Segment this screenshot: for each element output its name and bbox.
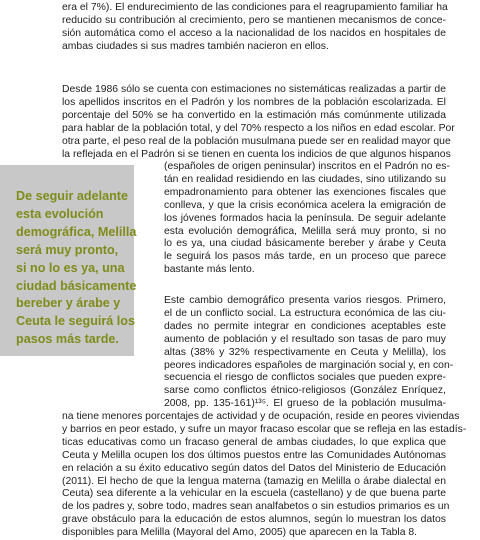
pull-quote-line: bereber y árabe y — [16, 296, 121, 311]
text-line: (2011). El hecho de que la lengua materna (tamazig en Melilla o árabe dialectal en — [62, 475, 446, 487]
text-line: Desde 1986 sólo se cuenta con estimaciones no sistemáticas realizadas a partir de — [62, 84, 446, 95]
text-line: de los padres y, sobre todo, madres sean analfabetos o sin estudios primarios es un — [62, 501, 450, 513]
pull-quote-line: si no lo es ya, una — [16, 260, 125, 275]
text-line: era el 7%). El endurecimiento de las condiciones para el reagrupamiento familiar ha — [62, 2, 448, 13]
text-line: na tiene menores porcentajes de actividad y de ocupación, reside en peores viviendas — [62, 411, 460, 422]
text-line: los jóvenes formados hacia la península. De seguir adelante — [164, 212, 446, 224]
text-line: dades no permite integrar en condiciones aceptables este — [164, 320, 446, 332]
text-line: Ceuta) sea diferente a la vehicular en la escuela (castellano) y de que buena parte — [62, 488, 446, 500]
pull-quote — [16, 188, 136, 349]
text-line: reducido su contribución al crecimiento, pero se mantienen mecanismos de conce- — [62, 14, 446, 26]
text-line: disponibles para Melilla (Mayoral del Amo, 2005) que aparecen en la Tabla 8. — [62, 527, 418, 539]
text-line: en relación a su éxito educativo según datos del Datos del Ministerio de Educación — [62, 462, 446, 474]
text-line: aumento de población y el resultado son tasas de paro muy — [164, 333, 446, 345]
text-line: y barrios en peor estado, y sufre un mayor fracaso escolar que se refleja en las estadís- — [62, 423, 467, 435]
text-line: porcentaje del 50% se ha convertido en la estimación más comúnmente utilizada — [62, 109, 446, 121]
pull-quote-line: pasos más tarde. — [16, 332, 119, 347]
text-line: sarse como conflictos étnico-religiosos (González Enríquez, — [164, 385, 446, 397]
paragraph-top — [62, 2, 446, 54]
text-line: bastante más lento. — [164, 264, 255, 276]
paragraph-1986-full — [62, 84, 455, 161]
pull-quote-line: Ceuta le seguirá los — [16, 314, 135, 329]
text-line: 2008, pp. 135-161)¹³⁵. El grueso de la población musulma- — [164, 398, 446, 410]
pull-quote-line: demográfica, Melilla — [16, 224, 137, 239]
text-line: peores indicadores españoles de marginación social y, en con- — [164, 359, 454, 371]
text-line: altas (38% y 32% respectivamente en Ceuta y Melilla), los — [164, 346, 446, 358]
paragraph-riesgos-narrow — [164, 295, 454, 411]
text-line: el de un conflicto social. La estructura económica de las ciu- — [164, 307, 446, 319]
text-line: conlleva, y que la crisis económica acelera la emigración de — [164, 199, 446, 211]
text-line: Este cambio demográfico presenta varios riesgos. Primero, — [164, 295, 446, 306]
text-line: le seguirá los pasos más tarde, en un proceso que parece — [164, 251, 446, 263]
text-line: esta evolución demográfica, Melilla será muy pronto, si no — [164, 225, 446, 237]
text-line: otra parte, el peso real de la población musulmana puede ser en realidad mayor que — [62, 135, 451, 147]
text-line: tán en realidad residiendo en las ciudades, sino utilizando su — [164, 173, 446, 185]
pull-quote-line: ciudad básicamente — [16, 278, 137, 293]
text-line: para hablar de la población total, y del 70% respecto a los niños en edad escolar. Por — [62, 122, 455, 134]
text-line: ambas ciudades si sus madres también nacieron en ellos. — [62, 40, 329, 52]
text-line: lo es ya, una ciudad básicamente bereber y árabe y Ceuta — [164, 238, 446, 250]
text-line: grave obstáculo para la educación de estos alumnos, según lo muestran los datos — [62, 514, 446, 526]
paragraph-1986-narrow — [164, 161, 450, 277]
text-line: los apellidos inscritos en el Padrón y los nombres de la población escolarizada. El — [62, 96, 446, 108]
text-line: la reflejada en el Padrón si se tienen en cuenta los indicios de que algunos hispanos — [62, 148, 451, 160]
paragraph-riesgos-full — [62, 411, 467, 540]
pull-quote-line: De seguir adelante — [16, 189, 128, 203]
text-line: empadronamiento para obtener las exenciones fiscales que — [164, 186, 446, 198]
text-line: sión automática como el acceso a la nacionalidad de los nacidos en hospitales de — [62, 27, 446, 39]
text-line: secuencia el riesgo de conflictos sociales que pueden expre- — [164, 372, 446, 384]
text-line: ticas educativas como un fracaso general de ambas ciudades, lo que explica que — [62, 436, 446, 448]
text-line: Ceuta y Melilla ocupen los dos últimos puestos entre las Comunidades Autónomas — [62, 449, 446, 461]
pull-quote-line: esta evolución — [16, 206, 104, 221]
pull-quote-line: será muy pronto, — [16, 242, 119, 257]
text-line: (españoles de origen peninsular) inscritos en el Padrón no es- — [164, 161, 450, 172]
